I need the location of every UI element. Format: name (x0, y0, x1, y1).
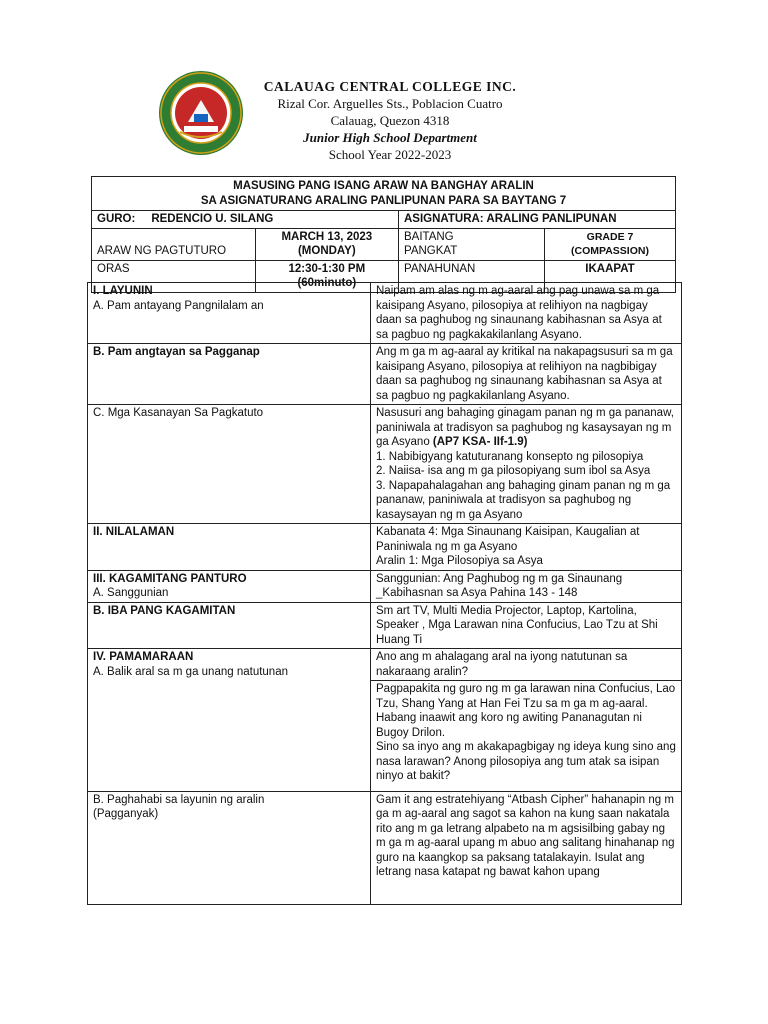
nilalaman-text: Kabanata 4: Mga Sinaunang Kaisipan, Kaugalian at Paniniwala ng m ga Asyano Aralin 1: Mga Pilosopiya sa Asya (371, 524, 682, 571)
table-row (88, 681, 682, 792)
lesson-body-table (87, 282, 682, 905)
address-line-2: Calauag, Quezon 4318 (330, 113, 450, 128)
table-row (88, 524, 682, 571)
pamamaraan-a-detail: Pagpapakita ng guro ng m ga larawan nina Confucius, Lao Tzu, Shang Yang at Han Fei Tzu sa m ga m ag-aaral. Habang inaawit ang koro ng awiting Pananagutan ni Bugoy Drilon. Sino sa inyo ang m akakapagbigay ng ideya kung sino ang nasa larawan? Anong pilosopiya ang tum atak sa isipan ninyo at bakit? (371, 681, 682, 792)
school-year: School Year 2022-2023 (328, 147, 452, 162)
table-row (88, 649, 682, 681)
pamamaraan-b-text: Gam it ang estratehiyang “Atbash Cipher” hahanapin ng m ga m ag-aaral ang sagot sa kahon na kung saan nakatala rito ang m ga letrang alpabeto na m agsisilbing gabay ng m ga m ag-aaral upang m abuo ang salitang hinahanap ng guro na kaangkop sa paksang tatalakayin. Isulat ang letrang nasa katapat ng bawat kahon upang (371, 791, 682, 904)
iba-label: B. IBA PANG KAGAMITAN (88, 602, 371, 649)
guro-cell: GURO: REDENCIO U. SILANG (92, 211, 399, 229)
layunin-b-text: Ang m ga m ag-aaral ay kritikal na nakapagsusuri sa m ga kaisipang Asyano, pilosopiya at relihiyon na nagbibigay daan sa paghubog ng sinaunang kabihasnan sa Asya at sa pagbuo ng pagkakilanlang Asyano. (371, 344, 682, 405)
pamamaraan-b-label: B. Paghahabi sa layunin ng aralin (Pagganyak) (88, 791, 371, 904)
iba-text: Sm art TV, Multi Media Projector, Laptop, Kartolina, Speaker , Mga Larawan nina Confucius, Lao Tzu at Shi Huang Ti (371, 602, 682, 649)
plan-title: MASUSING PANG ISANG ARAW NA BANGHAY ARALIN SA ASIGNATURANG ARALING PANLIPUNAN PARA SA BAYTANG 7 (92, 177, 676, 211)
pamamaraan-a-text: Ano ang m ahalagang aral na iyong natutunan sa nakaraang aralin? (371, 649, 682, 681)
araw-label: ARAW NG PAGTUTURO (92, 228, 256, 260)
layunin-b-label: B. Pam angtayan sa Pagganap (88, 344, 371, 405)
table-row (88, 344, 682, 405)
pamamaraan-left-blank (88, 681, 371, 792)
table-row (88, 283, 682, 344)
kagamitan-left: III. KAGAMITANG PANTURO A. Sanggunian (88, 570, 371, 602)
pamamaraan-left: IV. PAMAMARAAN A. Balik aral sa m ga unang natutunan (88, 649, 371, 681)
table-row (88, 570, 682, 602)
department: Junior High School Department (303, 130, 477, 145)
address-line-1: Rizal Cor. Arguelles Sts., Poblacion Cuatro (277, 96, 503, 111)
table-row (88, 602, 682, 649)
kagamitan-a-text: Sanggunian: Ang Paghubog ng m ga Sinaunang _Kabihasnan sa Asya Pahina 143 - 148 (371, 570, 682, 602)
school-seal-icon (158, 70, 244, 156)
table-row (88, 791, 682, 904)
college-name: CALAUAG CENTRAL COLLEGE INC. (263, 79, 517, 94)
baitang-cell: BAITANG PANGKAT (399, 228, 545, 260)
header-text (240, 78, 540, 163)
panahunan-value: IKAAPAT (545, 260, 676, 292)
layunin-a-text: Naipam am alas ng m ag-aaral ang pag unawa sa m ga kaisipang Asyano, pilosopiya at relihiyon na nagbigay daan sa paghubog ng sinaunang kabihasnan sa Asya at sa pagbuo ng pagkakakilanlang Asyano. (371, 283, 682, 344)
nilalaman-label: II. NILALAMAN (88, 524, 371, 571)
oras-label: ORAS (92, 260, 256, 292)
document-header (0, 0, 768, 170)
table-row (88, 405, 682, 524)
time-cell: 12:30-1:30 PM (60minuto) (255, 260, 398, 292)
grade-cell: GRADE 7 (COMPASSION) (545, 228, 676, 260)
asignatura-cell: ASIGNATURA: ARALING PANLIPUNAN (399, 211, 676, 229)
layunin-c-label: C. Mga Kasanayan Sa Pagkatuto (88, 405, 371, 524)
date-cell: MARCH 13, 2023 (MONDAY) (255, 228, 398, 260)
panahunan-label: PANAHUNAN (399, 260, 545, 292)
plan-info-table (91, 176, 676, 293)
layunin-c-text: Nasusuri ang bahaging ginagam panan ng m ga pananaw, paniniwala at tradisyon sa paghubog ng kasaysayan ng m ga Asyano (AP7 KSA- IIf-1.9) 1. Nabibigyang katuturanang konsepto ng pilosopiya 2. Naiisa- isa ang m ga pilosopiyang sum ibol sa Asya 3. Napapahalagahan ang bahaging ginam panan ng m ga pananaw, paniniwala at tradisyon sa paghubog ng kasaysayan ng m ga Asyano (371, 405, 682, 524)
layunin-left: I. LAYUNIN A. Pam antayang Pangnilalam an (88, 283, 371, 344)
